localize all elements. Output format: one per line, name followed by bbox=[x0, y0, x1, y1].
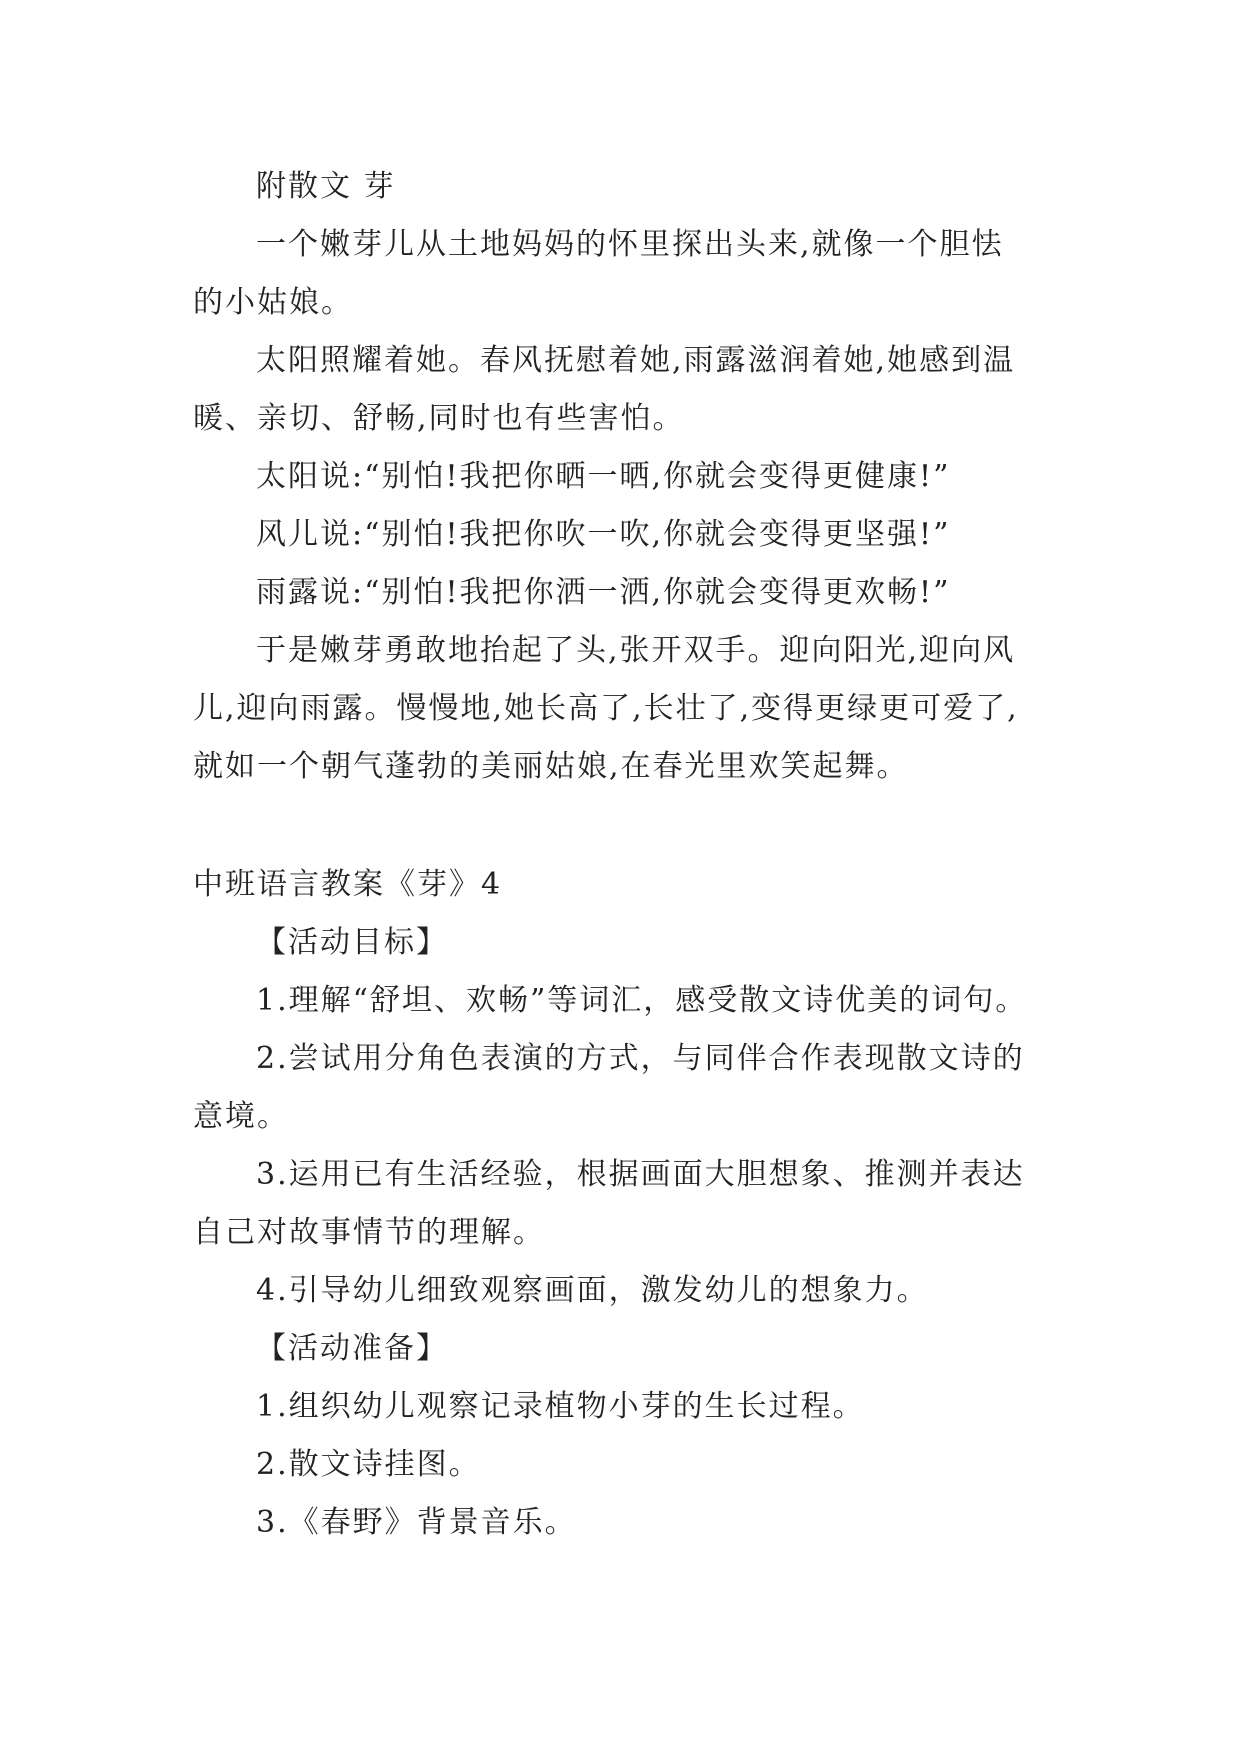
essay-paragraph-1-line-1: 一个嫩芽儿从土地妈妈的怀里探出头来,就像一个胆怯 bbox=[256, 227, 1004, 262]
essay-paragraph-1-line-2: 的小姑娘。 bbox=[193, 285, 353, 320]
essay-paragraph-2-line-2: 暖、亲切、舒畅,同时也有些害怕。 bbox=[193, 401, 685, 436]
prep-item-2: 2.散文诗挂图。 bbox=[256, 1447, 481, 1482]
essay-rain-line: 雨露说:“别怕!我把你洒一洒,你就会变得更欢畅!” bbox=[256, 575, 951, 610]
goal-3-line-2: 自己对故事情节的理解。 bbox=[193, 1215, 545, 1250]
lesson-title: 中班语言教案《芽》4 bbox=[193, 867, 503, 902]
essay-sun-line: 太阳说:“别怕!我把你晒一晒,你就会变得更健康!” bbox=[256, 459, 951, 494]
prep-item-1: 1.组织幼儿观察记录植物小芽的生长过程。 bbox=[256, 1389, 865, 1424]
goal-1: 1.理解“舒坦、欢畅”等词汇，感受散文诗优美的词句。 bbox=[256, 983, 1028, 1018]
goal-4: 4.引导幼儿细致观察画面，激发幼儿的想象力。 bbox=[256, 1273, 929, 1308]
essay-paragraph-6-line-3: 就如一个朝气蓬勃的美丽姑娘,在春光里欢笑起舞。 bbox=[193, 749, 909, 784]
essay-wind-line: 风儿说:“别怕!我把你吹一吹,你就会变得更坚强!” bbox=[256, 517, 951, 552]
essay-heading: 附散文 芽 bbox=[256, 169, 396, 204]
goal-3-line-1: 3.运用已有生活经验，根据画面大胆想象、推测并表达 bbox=[256, 1157, 1025, 1192]
goal-2-line-2: 意境。 bbox=[193, 1099, 289, 1134]
essay-paragraph-6-line-2: 儿,迎向雨露。慢慢地,她长高了,长壮了,变得更绿更可爱了, bbox=[193, 691, 1019, 726]
goal-2-line-1: 2.尝试用分角色表演的方式，与同伴合作表现散文诗的 bbox=[256, 1041, 1025, 1076]
goals-heading: 【活动目标】 bbox=[256, 925, 448, 960]
prep-item-3: 3.《春野》背景音乐。 bbox=[256, 1505, 577, 1540]
prep-heading: 【活动准备】 bbox=[256, 1331, 448, 1366]
essay-paragraph-2-line-1: 太阳照耀着她。春风抚慰着她,雨露滋润着她,她感到温 bbox=[256, 343, 1016, 378]
essay-paragraph-6-line-1: 于是嫩芽勇敢地抬起了头,张开双手。迎向阳光,迎向风 bbox=[256, 633, 1016, 668]
